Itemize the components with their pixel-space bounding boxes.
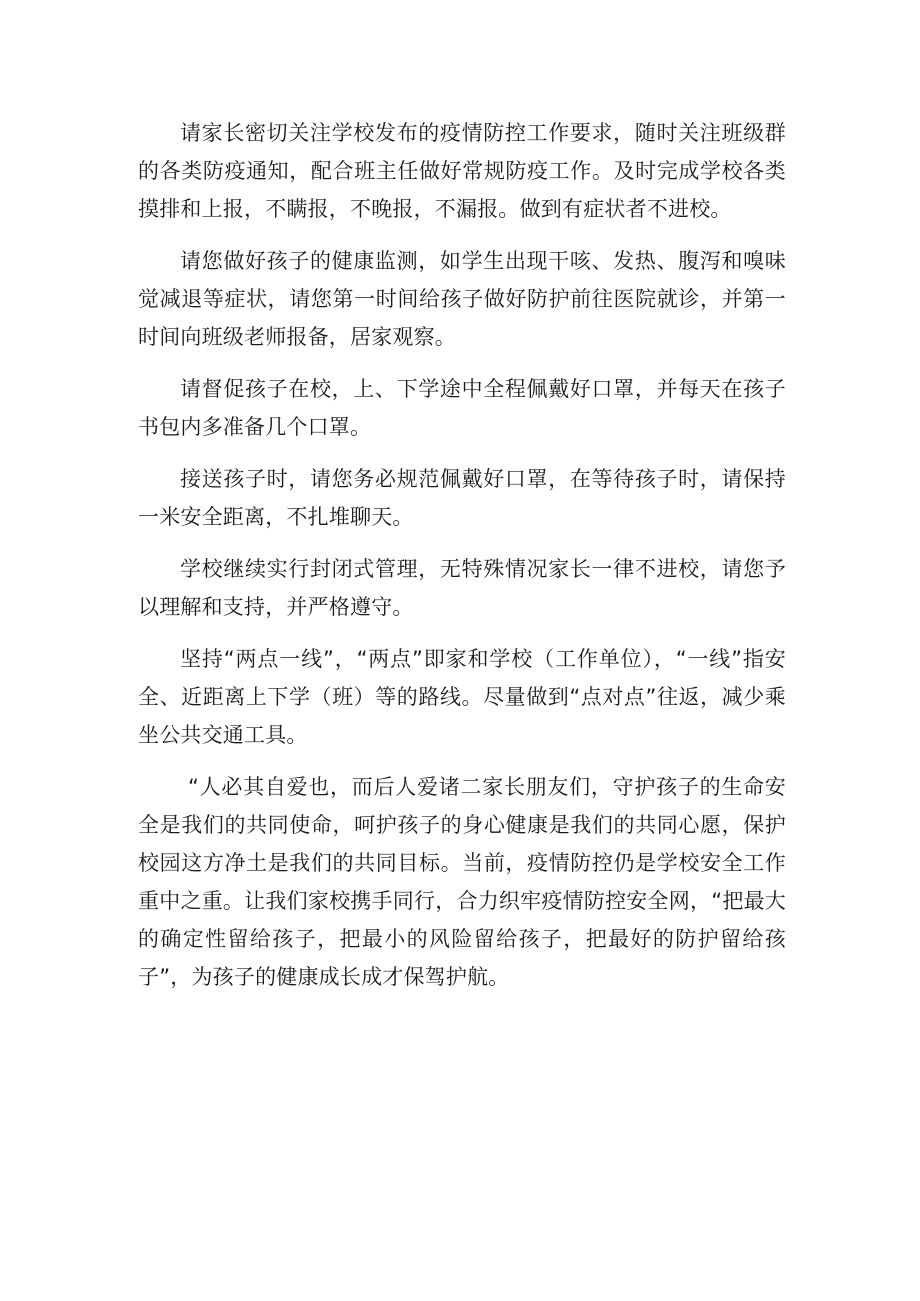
document-body <box>138 114 786 1010</box>
paragraph-two-points-one-line: 坚持“两点一线”，“两点”即家和学校（工作单位），“一线”指安全、近距离上下学（班）等的路线。尽量做到“点对点”往返，减少乘坐公共交通工具。 <box>138 647 786 747</box>
paragraph-closed-management: 学校继续实行封闭式管理，无特殊情况家长一律不进校，请您予以理解和支持，并严格遵守。 <box>138 557 786 619</box>
paragraph-pickup-distance: 接送孩子时，请您务必规范佩戴好口罩，在等待孩子时，请保持一米安全距离，不扎堆聊天。 <box>138 467 786 529</box>
paragraph-closing-appeal: “人必其自爱也，而后人爱诸二家长朋友们，守护孩子的生命安全是我们的共同使命，呵护孩子的身心健康是我们的共同心愿，保护校园这方净土是我们的共同目标。当前，疫情防控仍是学校安全工作重中之重。让我们家校携手同行，合力织牢疫情防控安全网，“把最大的确定性留给孩子，把最小的风险留给孩子，把最好的防护留给孩子”，为孩子的健康成长成才保驾护航。 <box>138 775 786 989</box>
paragraph-health-monitoring: 请您做好孩子的健康监测，如学生出现干咳、发热、腹泻和嗅味觉减退等症状，请您第一时间给孩子做好防护前往医院就诊，并第一时间向班级老师报备，居家观察。 <box>138 249 786 349</box>
paragraph-health-requirements: 请家长密切关注学校发布的疫情防控工作要求，随时关注班级群的各类防疫通知，配合班主任做好常规防疫工作。及时完成学校各类摸排和上报，不瞒报，不晚报，不漏报。做到有症状者不进校。 <box>138 121 786 221</box>
paragraph-masks-at-school: 请督促孩子在校，上、下学途中全程佩戴好口罩，并每天在孩子书包内多准备几个口罩。 <box>138 377 786 439</box>
